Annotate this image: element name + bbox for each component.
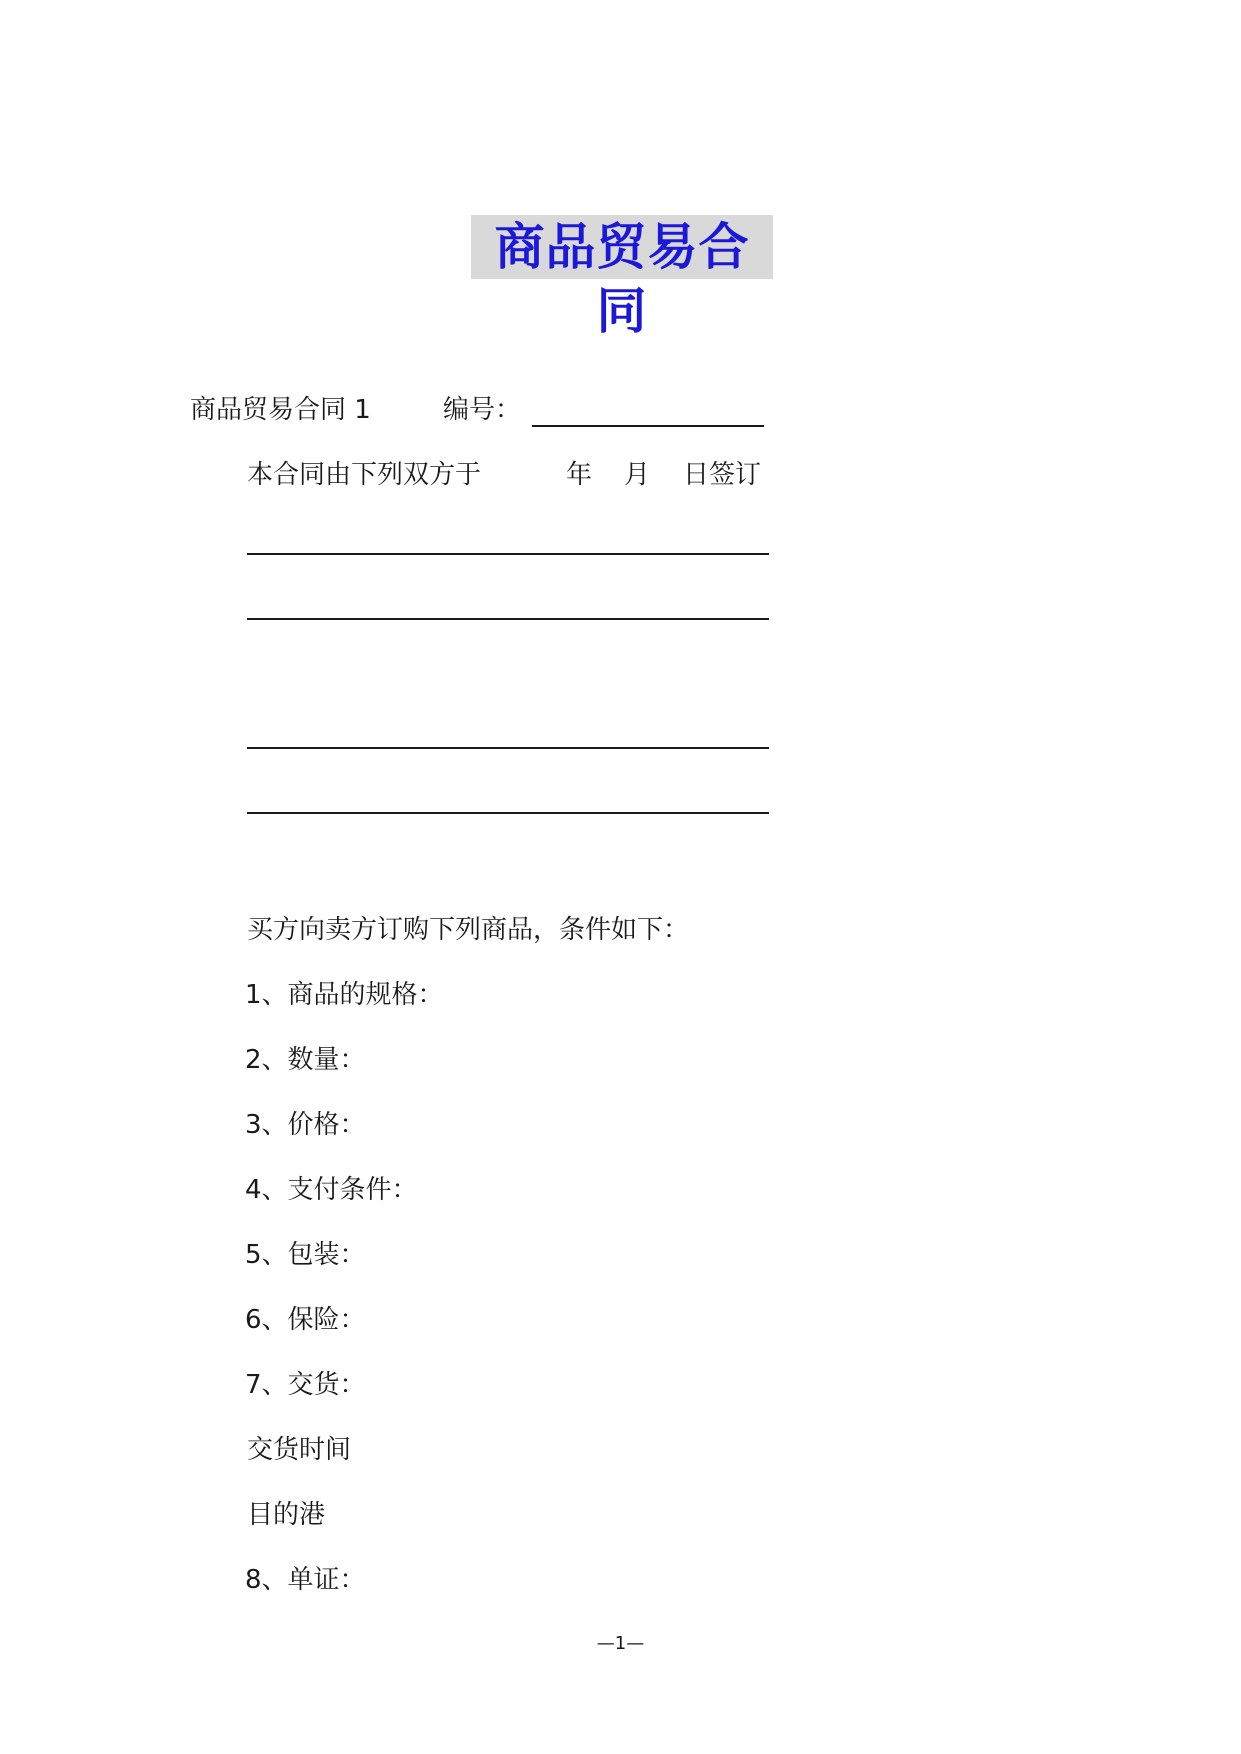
list-item: 1、商品的规格： bbox=[245, 980, 444, 1010]
page-number: —1— bbox=[596, 1633, 645, 1654]
blank-line bbox=[247, 747, 769, 749]
list-item: 6、保险： bbox=[245, 1305, 366, 1335]
list-item: 5、包装： bbox=[245, 1240, 366, 1270]
contract-label: 商品贸易合同 1 bbox=[190, 395, 371, 425]
blank-line bbox=[247, 812, 769, 814]
list-item: 4、支付条件： bbox=[245, 1175, 418, 1205]
blank-line bbox=[247, 618, 769, 620]
page-title: 商品贸易合同 bbox=[471, 215, 773, 279]
list-item: 3、价格： bbox=[245, 1110, 366, 1140]
purchase-intro: 买方向卖方订购下列商品，条件如下： bbox=[247, 915, 690, 945]
destination-port-label: 目的港 bbox=[247, 1500, 326, 1530]
delivery-time-label: 交货时间 bbox=[247, 1435, 352, 1465]
blank-line bbox=[247, 553, 769, 555]
number-label: 编号： bbox=[443, 395, 522, 425]
number-blank-line bbox=[532, 425, 764, 427]
list-item: 8、单证： bbox=[245, 1565, 366, 1595]
intro-day-signed: 日签订 bbox=[683, 460, 762, 490]
intro-year: 年 bbox=[566, 460, 593, 490]
list-item: 2、数量： bbox=[245, 1045, 366, 1075]
intro-month: 月 bbox=[624, 460, 651, 490]
intro-text: 本合同由下列双方于 bbox=[247, 460, 482, 490]
list-item: 7、交货： bbox=[245, 1370, 366, 1400]
